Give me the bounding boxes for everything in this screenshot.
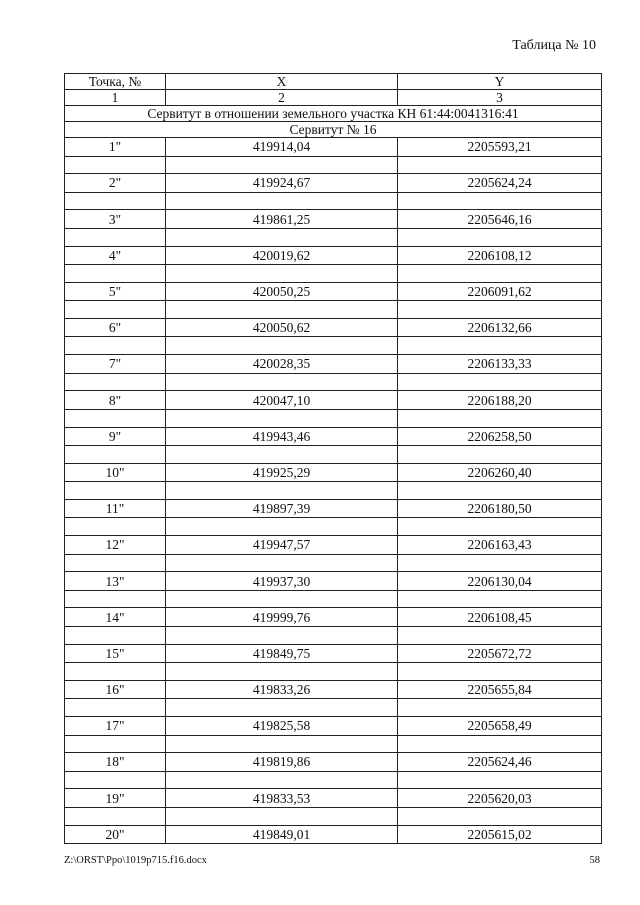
y-cell: 2206108,12 <box>398 246 602 265</box>
empty-cell <box>398 518 602 536</box>
spacer-row <box>65 518 602 536</box>
y-cell: 2206180,50 <box>398 499 602 518</box>
spacer-row <box>65 265 602 283</box>
subsection-title-row <box>65 122 602 138</box>
spacer-row <box>65 590 602 608</box>
empty-cell <box>166 156 398 174</box>
empty-cell <box>166 265 398 283</box>
x-cell: 420028,35 <box>166 355 398 374</box>
empty-cell <box>65 192 166 210</box>
table-row <box>65 680 602 699</box>
empty-cell <box>65 409 166 427</box>
empty-cell <box>65 518 166 536</box>
empty-cell <box>166 626 398 644</box>
point-cell: 10" <box>65 463 166 482</box>
empty-cell <box>398 373 602 391</box>
point-cell: 14" <box>65 608 166 627</box>
table-row <box>65 608 602 627</box>
table-caption: Таблица № 10 <box>512 38 596 53</box>
y-cell: 2206258,50 <box>398 427 602 446</box>
empty-cell <box>398 192 602 210</box>
empty-cell <box>65 626 166 644</box>
empty-cell <box>166 373 398 391</box>
spacer-row <box>65 482 602 500</box>
empty-cell <box>65 482 166 500</box>
y-cell: 2206163,43 <box>398 536 602 555</box>
empty-cell <box>65 228 166 246</box>
empty-cell <box>398 626 602 644</box>
point-cell: 20" <box>65 825 166 844</box>
x-cell: 419849,01 <box>166 825 398 844</box>
empty-cell <box>398 554 602 572</box>
x-cell: 420050,62 <box>166 318 398 337</box>
x-cell: 419925,29 <box>166 463 398 482</box>
empty-cell <box>398 409 602 427</box>
x-cell: 419897,39 <box>166 499 398 518</box>
header-x: X <box>166 74 398 90</box>
table-row <box>65 318 602 337</box>
empty-cell <box>398 699 602 717</box>
point-cell: 1" <box>65 138 166 157</box>
table-row <box>65 753 602 772</box>
empty-cell <box>166 228 398 246</box>
table-row <box>65 282 602 301</box>
y-cell: 2205620,03 <box>398 789 602 808</box>
x-cell: 419924,67 <box>166 174 398 193</box>
point-cell: 17" <box>65 717 166 736</box>
point-cell: 15" <box>65 644 166 663</box>
empty-cell <box>398 156 602 174</box>
table-row <box>65 355 602 374</box>
empty-cell <box>65 446 166 464</box>
footer-page-number: 58 <box>589 855 600 866</box>
column-number-row <box>65 90 602 106</box>
y-cell: 2205655,84 <box>398 680 602 699</box>
empty-cell <box>65 590 166 608</box>
subsection-title: Сервитут № 16 <box>65 122 602 138</box>
header-point: Точка, № <box>65 74 166 90</box>
x-cell: 419937,30 <box>166 572 398 591</box>
empty-cell <box>398 446 602 464</box>
y-cell: 2206260,40 <box>398 463 602 482</box>
y-cell: 2205593,21 <box>398 138 602 157</box>
spacer-row <box>65 699 602 717</box>
spacer-row <box>65 735 602 753</box>
header-y: Y <box>398 74 602 90</box>
table-row <box>65 536 602 555</box>
empty-cell <box>166 482 398 500</box>
empty-cell <box>166 446 398 464</box>
y-cell: 2205646,16 <box>398 210 602 229</box>
y-cell: 2205615,02 <box>398 825 602 844</box>
point-cell: 16" <box>65 680 166 699</box>
coordinates-table <box>64 73 602 844</box>
empty-cell <box>65 699 166 717</box>
y-cell: 2206108,45 <box>398 608 602 627</box>
x-cell: 419999,76 <box>166 608 398 627</box>
table-row <box>65 499 602 518</box>
x-cell: 419825,58 <box>166 717 398 736</box>
y-cell: 2206133,33 <box>398 355 602 374</box>
x-cell: 419943,46 <box>166 427 398 446</box>
point-cell: 18" <box>65 753 166 772</box>
x-cell: 419833,26 <box>166 680 398 699</box>
point-cell: 5" <box>65 282 166 301</box>
table-row <box>65 644 602 663</box>
spacer-row <box>65 807 602 825</box>
y-cell: 2206132,66 <box>398 318 602 337</box>
point-cell: 19" <box>65 789 166 808</box>
point-cell: 6" <box>65 318 166 337</box>
table-row <box>65 463 602 482</box>
x-cell: 420050,25 <box>166 282 398 301</box>
empty-cell <box>398 228 602 246</box>
point-cell: 9" <box>65 427 166 446</box>
header-row <box>65 74 602 90</box>
empty-cell <box>398 590 602 608</box>
point-cell: 8" <box>65 391 166 410</box>
empty-cell <box>398 663 602 681</box>
empty-cell <box>65 807 166 825</box>
empty-cell <box>65 337 166 355</box>
empty-cell <box>65 265 166 283</box>
table-row <box>65 717 602 736</box>
spacer-row <box>65 156 602 174</box>
empty-cell <box>65 373 166 391</box>
spacer-row <box>65 409 602 427</box>
y-cell: 2205658,49 <box>398 717 602 736</box>
point-cell: 3" <box>65 210 166 229</box>
table-row <box>65 210 602 229</box>
spacer-row <box>65 192 602 210</box>
y-cell: 2205624,24 <box>398 174 602 193</box>
spacer-row <box>65 771 602 789</box>
x-cell: 420047,10 <box>166 391 398 410</box>
empty-cell <box>398 807 602 825</box>
y-cell: 2205624,46 <box>398 753 602 772</box>
spacer-row <box>65 373 602 391</box>
spacer-row <box>65 446 602 464</box>
empty-cell <box>166 192 398 210</box>
column-number-1: 1 <box>65 90 166 106</box>
empty-cell <box>398 771 602 789</box>
empty-cell <box>166 699 398 717</box>
x-cell: 419849,75 <box>166 644 398 663</box>
spacer-row <box>65 554 602 572</box>
empty-cell <box>398 337 602 355</box>
empty-cell <box>166 337 398 355</box>
y-cell: 2206188,20 <box>398 391 602 410</box>
empty-cell <box>65 156 166 174</box>
table-row <box>65 174 602 193</box>
table-row <box>65 572 602 591</box>
point-cell: 12" <box>65 536 166 555</box>
table-row <box>65 427 602 446</box>
y-cell: 2206130,04 <box>398 572 602 591</box>
empty-cell <box>65 554 166 572</box>
empty-cell <box>166 807 398 825</box>
table-body <box>65 138 602 844</box>
column-number-3: 3 <box>398 90 602 106</box>
empty-cell <box>166 735 398 753</box>
spacer-row <box>65 301 602 319</box>
table-row <box>65 138 602 157</box>
empty-cell <box>166 554 398 572</box>
point-cell: 4" <box>65 246 166 265</box>
empty-cell <box>65 735 166 753</box>
empty-cell <box>166 663 398 681</box>
x-cell: 419833,53 <box>166 789 398 808</box>
spacer-row <box>65 663 602 681</box>
spacer-row <box>65 228 602 246</box>
x-cell: 419861,25 <box>166 210 398 229</box>
empty-cell <box>398 482 602 500</box>
x-cell: 419819,86 <box>166 753 398 772</box>
x-cell: 419947,57 <box>166 536 398 555</box>
empty-cell <box>166 409 398 427</box>
empty-cell <box>65 301 166 319</box>
empty-cell <box>398 301 602 319</box>
empty-cell <box>166 301 398 319</box>
table-row <box>65 246 602 265</box>
empty-cell <box>65 771 166 789</box>
table-row <box>65 391 602 410</box>
table-row <box>65 825 602 844</box>
point-cell: 13" <box>65 572 166 591</box>
table-row <box>65 789 602 808</box>
footer-file-path: Z:\ORST\Ppo\1019p715.f16.docx <box>64 855 207 866</box>
point-cell: 11" <box>65 499 166 518</box>
x-cell: 419914,04 <box>166 138 398 157</box>
section-title: Сервитут в отношении земельного участка КН 61:44:0041316:41 <box>65 106 602 122</box>
point-cell: 2" <box>65 174 166 193</box>
empty-cell <box>65 663 166 681</box>
spacer-row <box>65 626 602 644</box>
empty-cell <box>166 771 398 789</box>
empty-cell <box>398 735 602 753</box>
column-number-2: 2 <box>166 90 398 106</box>
x-cell: 420019,62 <box>166 246 398 265</box>
spacer-row <box>65 337 602 355</box>
empty-cell <box>166 518 398 536</box>
empty-cell <box>166 590 398 608</box>
point-cell: 7" <box>65 355 166 374</box>
section-title-row <box>65 106 602 122</box>
y-cell: 2205672,72 <box>398 644 602 663</box>
y-cell: 2206091,62 <box>398 282 602 301</box>
empty-cell <box>398 265 602 283</box>
